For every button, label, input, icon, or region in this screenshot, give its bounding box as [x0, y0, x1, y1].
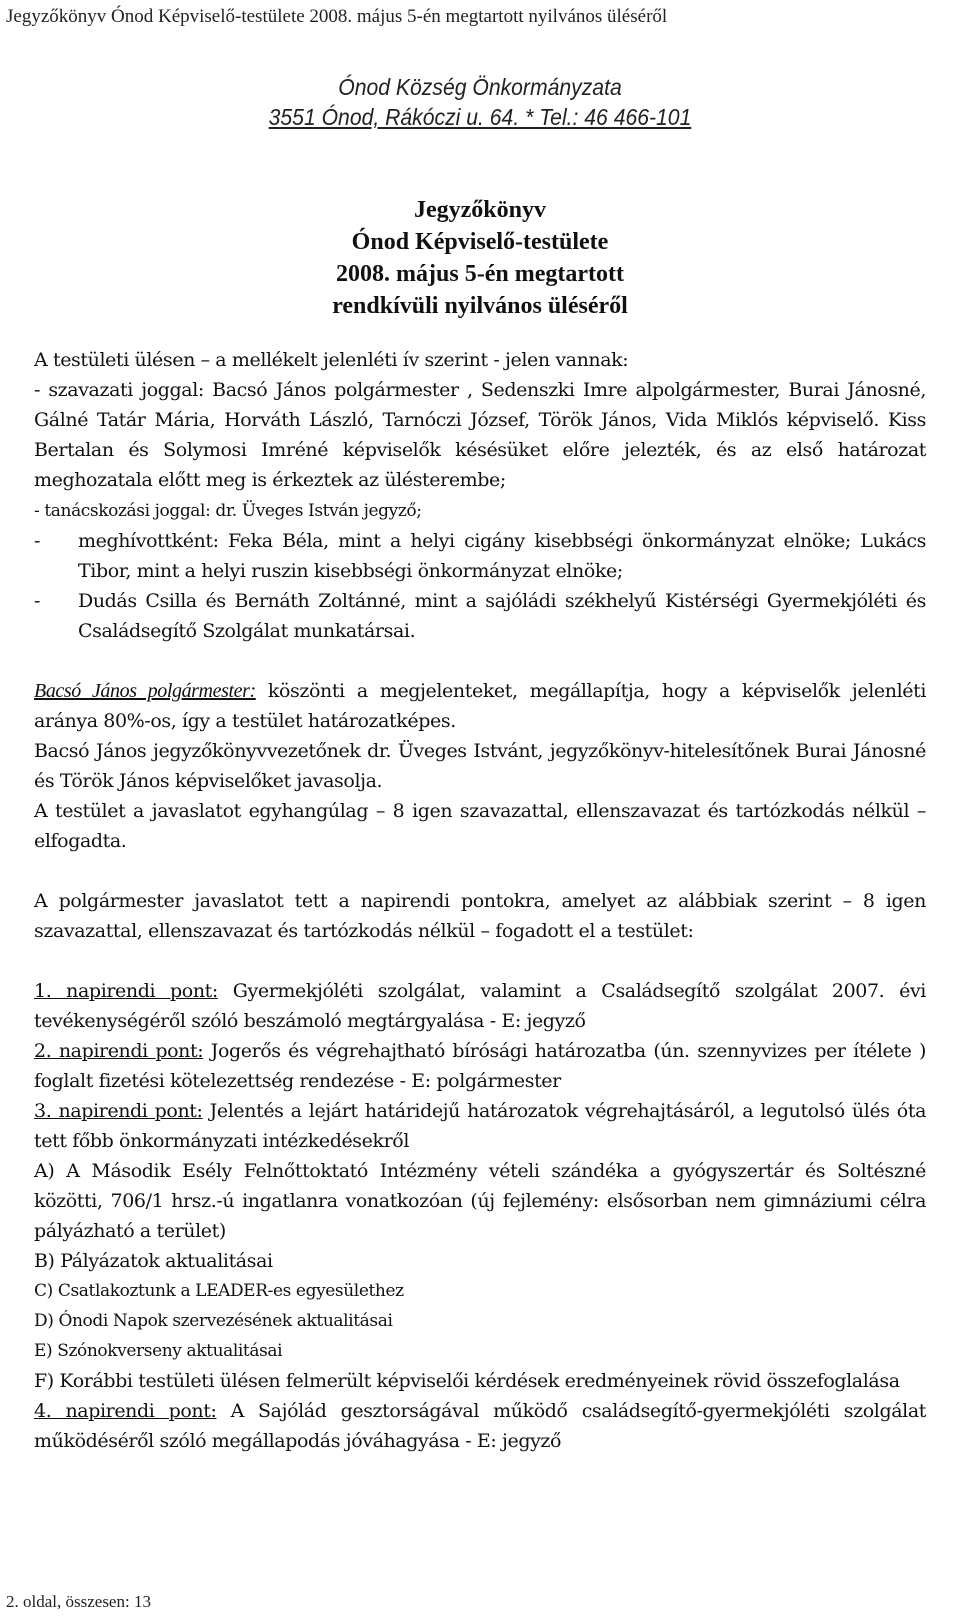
agenda-subitem-c: C) Csatlakoztunk a LEADER-es egyesülethez [34, 1281, 404, 1301]
agenda-item-text: A Sajólád gesztorságával működő családsegítő-gyermekjóléti szolgálat működéséről szóló megállapodás jóváhagyása - E: jegyző [34, 1400, 926, 1452]
letterhead-org: Ónod Község Önkormányzata [338, 74, 622, 100]
agenda-item-3 [34, 1096, 926, 1156]
dash-mark: - [34, 530, 41, 552]
dash-mark: - [34, 590, 41, 612]
opening-proposal: Bacsó János jegyzőkönyvvezetőnek dr. Üveges Istvánt, jegyzőkönyv-hitelesítőnek Burai Jánosné és Török János képviselőket javasolja. [34, 740, 926, 792]
agenda-item-1 [34, 976, 926, 1036]
greeting-text: köszönti a megjelenteket, megállapítja, hogy a képviselők jelenléti aránya 80%-os, így a testület határozatképes. [34, 680, 927, 732]
agenda-item-label: 1. napirendi pont: [34, 980, 218, 1002]
agenda-subitem-b: B) Pályázatok aktualitásai [34, 1250, 273, 1272]
title-line-1: Jegyzőkönyv [414, 197, 546, 223]
attendance-advisory [34, 495, 926, 526]
running-header: Jegyzőkönyv Ónod Képviselő-testülete 2008. május 5-én megtartott nyilvános üléséről [6, 6, 668, 27]
document-body [34, 345, 926, 1456]
letterhead-address: 3551 Ónod, Rákóczi u. 64. * Tel.: 46 466-101 [268, 104, 692, 130]
agenda-item-4 [34, 1396, 926, 1456]
agenda-item-2 [34, 1036, 926, 1096]
advisory-rest: Üveges István jegyző; [236, 501, 422, 521]
document-title [0, 194, 960, 322]
attendance-invited [34, 526, 926, 586]
agenda-subitem-d: D) Ónodi Napok szervezésének aktualitásai [34, 1311, 393, 1331]
opening-greeting [34, 676, 926, 736]
agenda-intro: A polgármester javaslatot tett a napirendi pontokra, amelyet az alábbiak szerint – 8 igen szavazattal, ellenszavazat és tartózkodás nélkül – fogadott el a testület: [34, 890, 926, 942]
speaker-label: Bacsó János polgármester: [34, 680, 256, 702]
agenda-item-label: 4. napirendi pont: [34, 1400, 217, 1422]
advisory-label: - tanácskozási joggal: dr. [34, 501, 237, 521]
letterhead [38, 72, 921, 132]
title-line-4: rendkívüli nyilvános üléséről [332, 293, 628, 319]
agenda-item-label: 3. napirendi pont: [34, 1100, 203, 1122]
agenda-subitem-a: A) A Második Esély Felnőttoktató Intézmény vételi szándéka a gyógyszertár és Soltészné közötti, 706/1 hrsz.-ú ingatlanra vonatkozóan (új fejlemény: elsősorban nem gimnáziumi célra pályázható a terület) [34, 1160, 926, 1242]
attendance-intro: A testületi ülésen – a mellékelt jelenléti ív szerint - jelen vannak: [34, 349, 629, 371]
agenda-subitem-f: F) Korábbi testületi ülésen felmerült képviselői kérdések eredményeinek rövid összefoglalása [34, 1370, 900, 1392]
agenda-subitem-e: E) Szónokverseny aktualitásai [34, 1341, 283, 1361]
opening-vote: A testület a javaslatot egyhangúlag – 8 igen szavazattal, ellenszavazat és tartózkodás nélkül – elfogadta. [34, 800, 926, 852]
agenda-item-label: 2. napirendi pont: [34, 1040, 204, 1062]
title-line-2: Ónod Képviselő-testülete [351, 229, 609, 255]
agenda-item-text: Gyermekjóléti szolgálat, valamint a Családsegítő szolgálat 2007. évi tevékenységéről szóló beszámoló megtárgyalása - E: jegyző [34, 980, 926, 1032]
attendance-voting: - szavazati joggal: Bacsó János polgármester , Sedenszki Imre alpolgármester, Burai Jánosné, Gálné Tatár Mária, Horváth László, Tarnóczi József, Török János, Vida Miklós képviselő. Kiss Bertalan és Solymosi Imréné képviselők késésüket előre jelezték, és az első határozat meghozatala előtt meg is érkeztek az ülésterembe; [34, 379, 926, 491]
title-line-3: 2008. május 5-én megtartott [336, 261, 624, 287]
attendance-staff [34, 586, 926, 646]
invited-text: meghívottként: Feka Béla, mint a helyi cigány kisebbségi önkormányzat elnöke; Lukács Tibor, mint a helyi ruszin kisebbségi önkormányzat elnöke; [78, 530, 926, 582]
agenda-item-text: Jogerős és végrehajtható bírósági határozatba (ún. szennyvizes per ítélete ) foglalt fizetési kötelezettség rendezése - E: polgármester [34, 1040, 926, 1092]
staff-text: Dudás Csilla és Bernáth Zoltánné, mint a sajóládi székhelyű Kistérségi Gyermekjóléti és Családsegítő Szolgálat munkatársai. [78, 590, 926, 642]
agenda-item-text: Jelentés a lejárt határidejű határozatok végrehajtásáról, a legutolsó ülés óta tett főbb önkormányzati intézkedésekről [34, 1100, 926, 1152]
page-footer: 2. oldal, összesen: 13 [6, 1592, 151, 1611]
